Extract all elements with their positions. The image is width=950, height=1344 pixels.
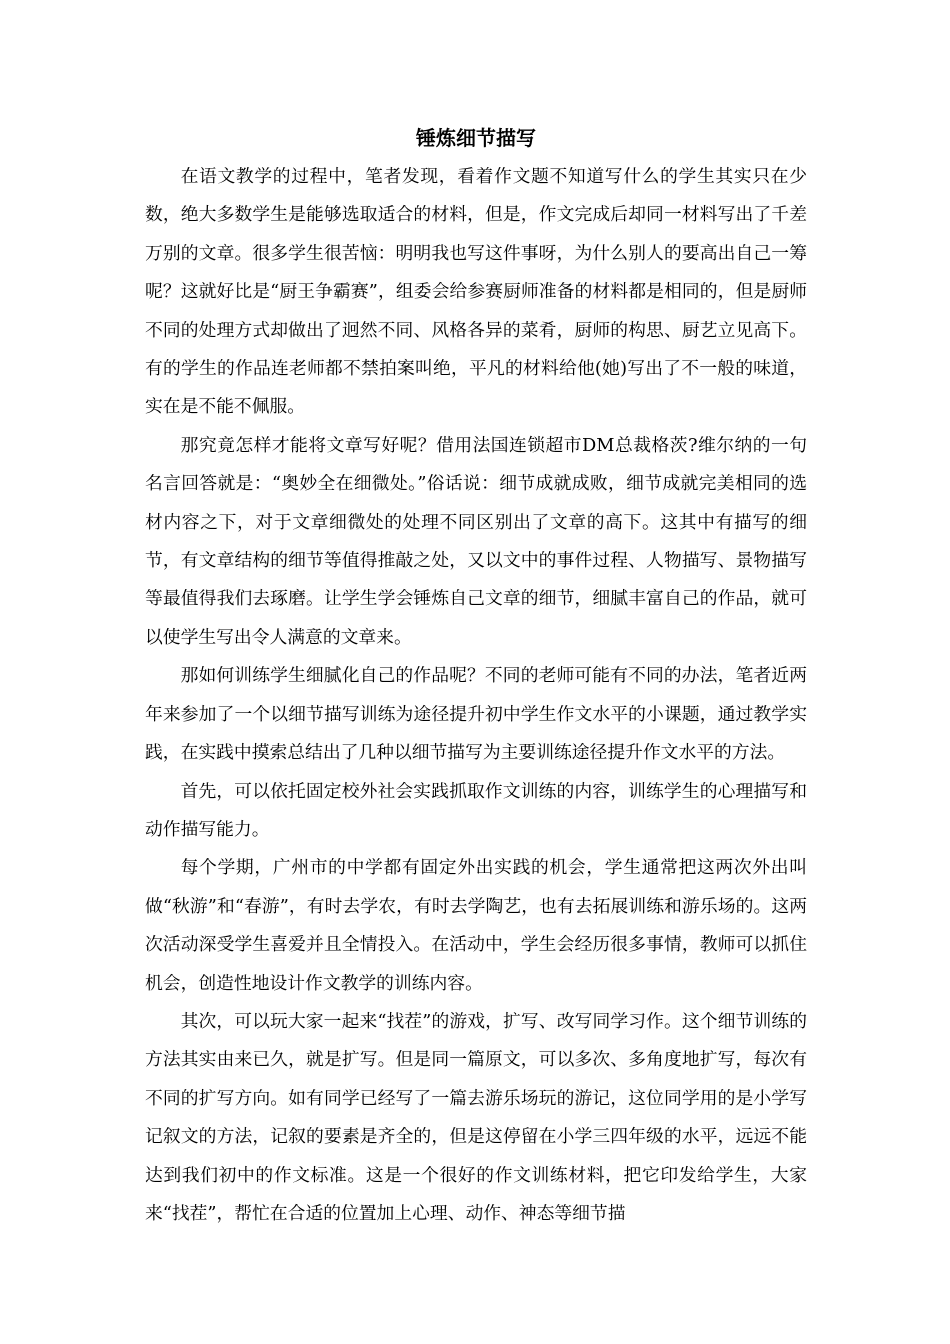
paragraph-intro: 在语文教学的过程中，笔者发现，看着作文题不知道写什么的学生其实只在少数，绝大多数学生是能够选取适合的材料，但是，作文完成后却同一材料写出了千差万别的文章。很多学生很苦恼：明明我也写这件事呀，为什么别人的要高出自己一筹呢？这就好比是“厨王争霸赛”，组委会给参赛厨师准备的材料都是相同的，但是厨师不同的处理方式却做出了迥然不同、风格各异的菜肴，厨师的构思、厨艺立见高下。有的学生的作品连老师都不禁拍案叫绝，平凡的材料给他(她)写出了不一般的味道，实在是不能不佩服。 — [145, 166, 807, 418]
paragraph-training-methods: 那如何训练学生细腻化自己的作品呢？不同的老师可能有不同的办法，笔者近两年来参加了一个以细节描写训练为途径提升初中学生作文水平的小课题，通过教学实践，在实践中摸索总结出了几种以细节描写为主要训练途径提升作文水平的方法。 — [145, 665, 807, 764]
paragraph-method-two: 其次，可以玩大家一起来“找茬”的游戏，扩写、改写同学习作。这个细节训练的方法其实由来已久，就是扩写。但是同一篇原文，可以多次、多角度地扩写，每次有不同的扩写方向。如有同学已经写了一篇去游乐场玩的游记，这位同学用的是小学写记叙文的方法，记叙的要素是齐全的，但是这停留在小学三四年级的水平，远远不能达到我们初中的作文标准。这是一个很好的作文训练材料，把它印发给学生，大家来“找茬”，帮忙在合适的位置加上心理、动作、神态等细节描 — [145, 1010, 807, 1224]
document-body — [145, 118, 807, 1233]
paragraph-details-matter: 那究竟怎样才能将文章写好呢？借用法国连锁超市DM总裁格茨?维尔纳的一句名言回答就是：“奥妙全在细微处。”俗话说：细节成就成败，细节成就完美相同的选材内容之下，对于文章细微处的处理不同区别出了文章的高下。这其中有描写的细节，有文章结构的细节等值得推敲之处，又以文中的事件过程、人物描写、景物描写等最值得我们去琢磨。让学生学会锤炼自己文章的细节，细腻丰富自己的作品，就可以使学生写出令人满意的文章来。 — [145, 434, 807, 648]
document-title: 锤炼细节描写 — [416, 126, 536, 150]
paragraph-method-one: 首先，可以依托固定校外社会实践抓取作文训练的内容，训练学生的心理描写和动作描写能力。 — [145, 780, 807, 840]
paragraph-outings: 每个学期，广州市的中学都有固定外出实践的机会，学生通常把这两次外出叫做“秋游”和“春游”，有时去学农，有时去学陶艺，也有去拓展训练和游乐场的。这两次活动深受学生喜爱并且全情投入。在活动中，学生会经历很多事情，教师可以抓住机会，创造性地设计作文教学的训练内容。 — [145, 857, 807, 994]
